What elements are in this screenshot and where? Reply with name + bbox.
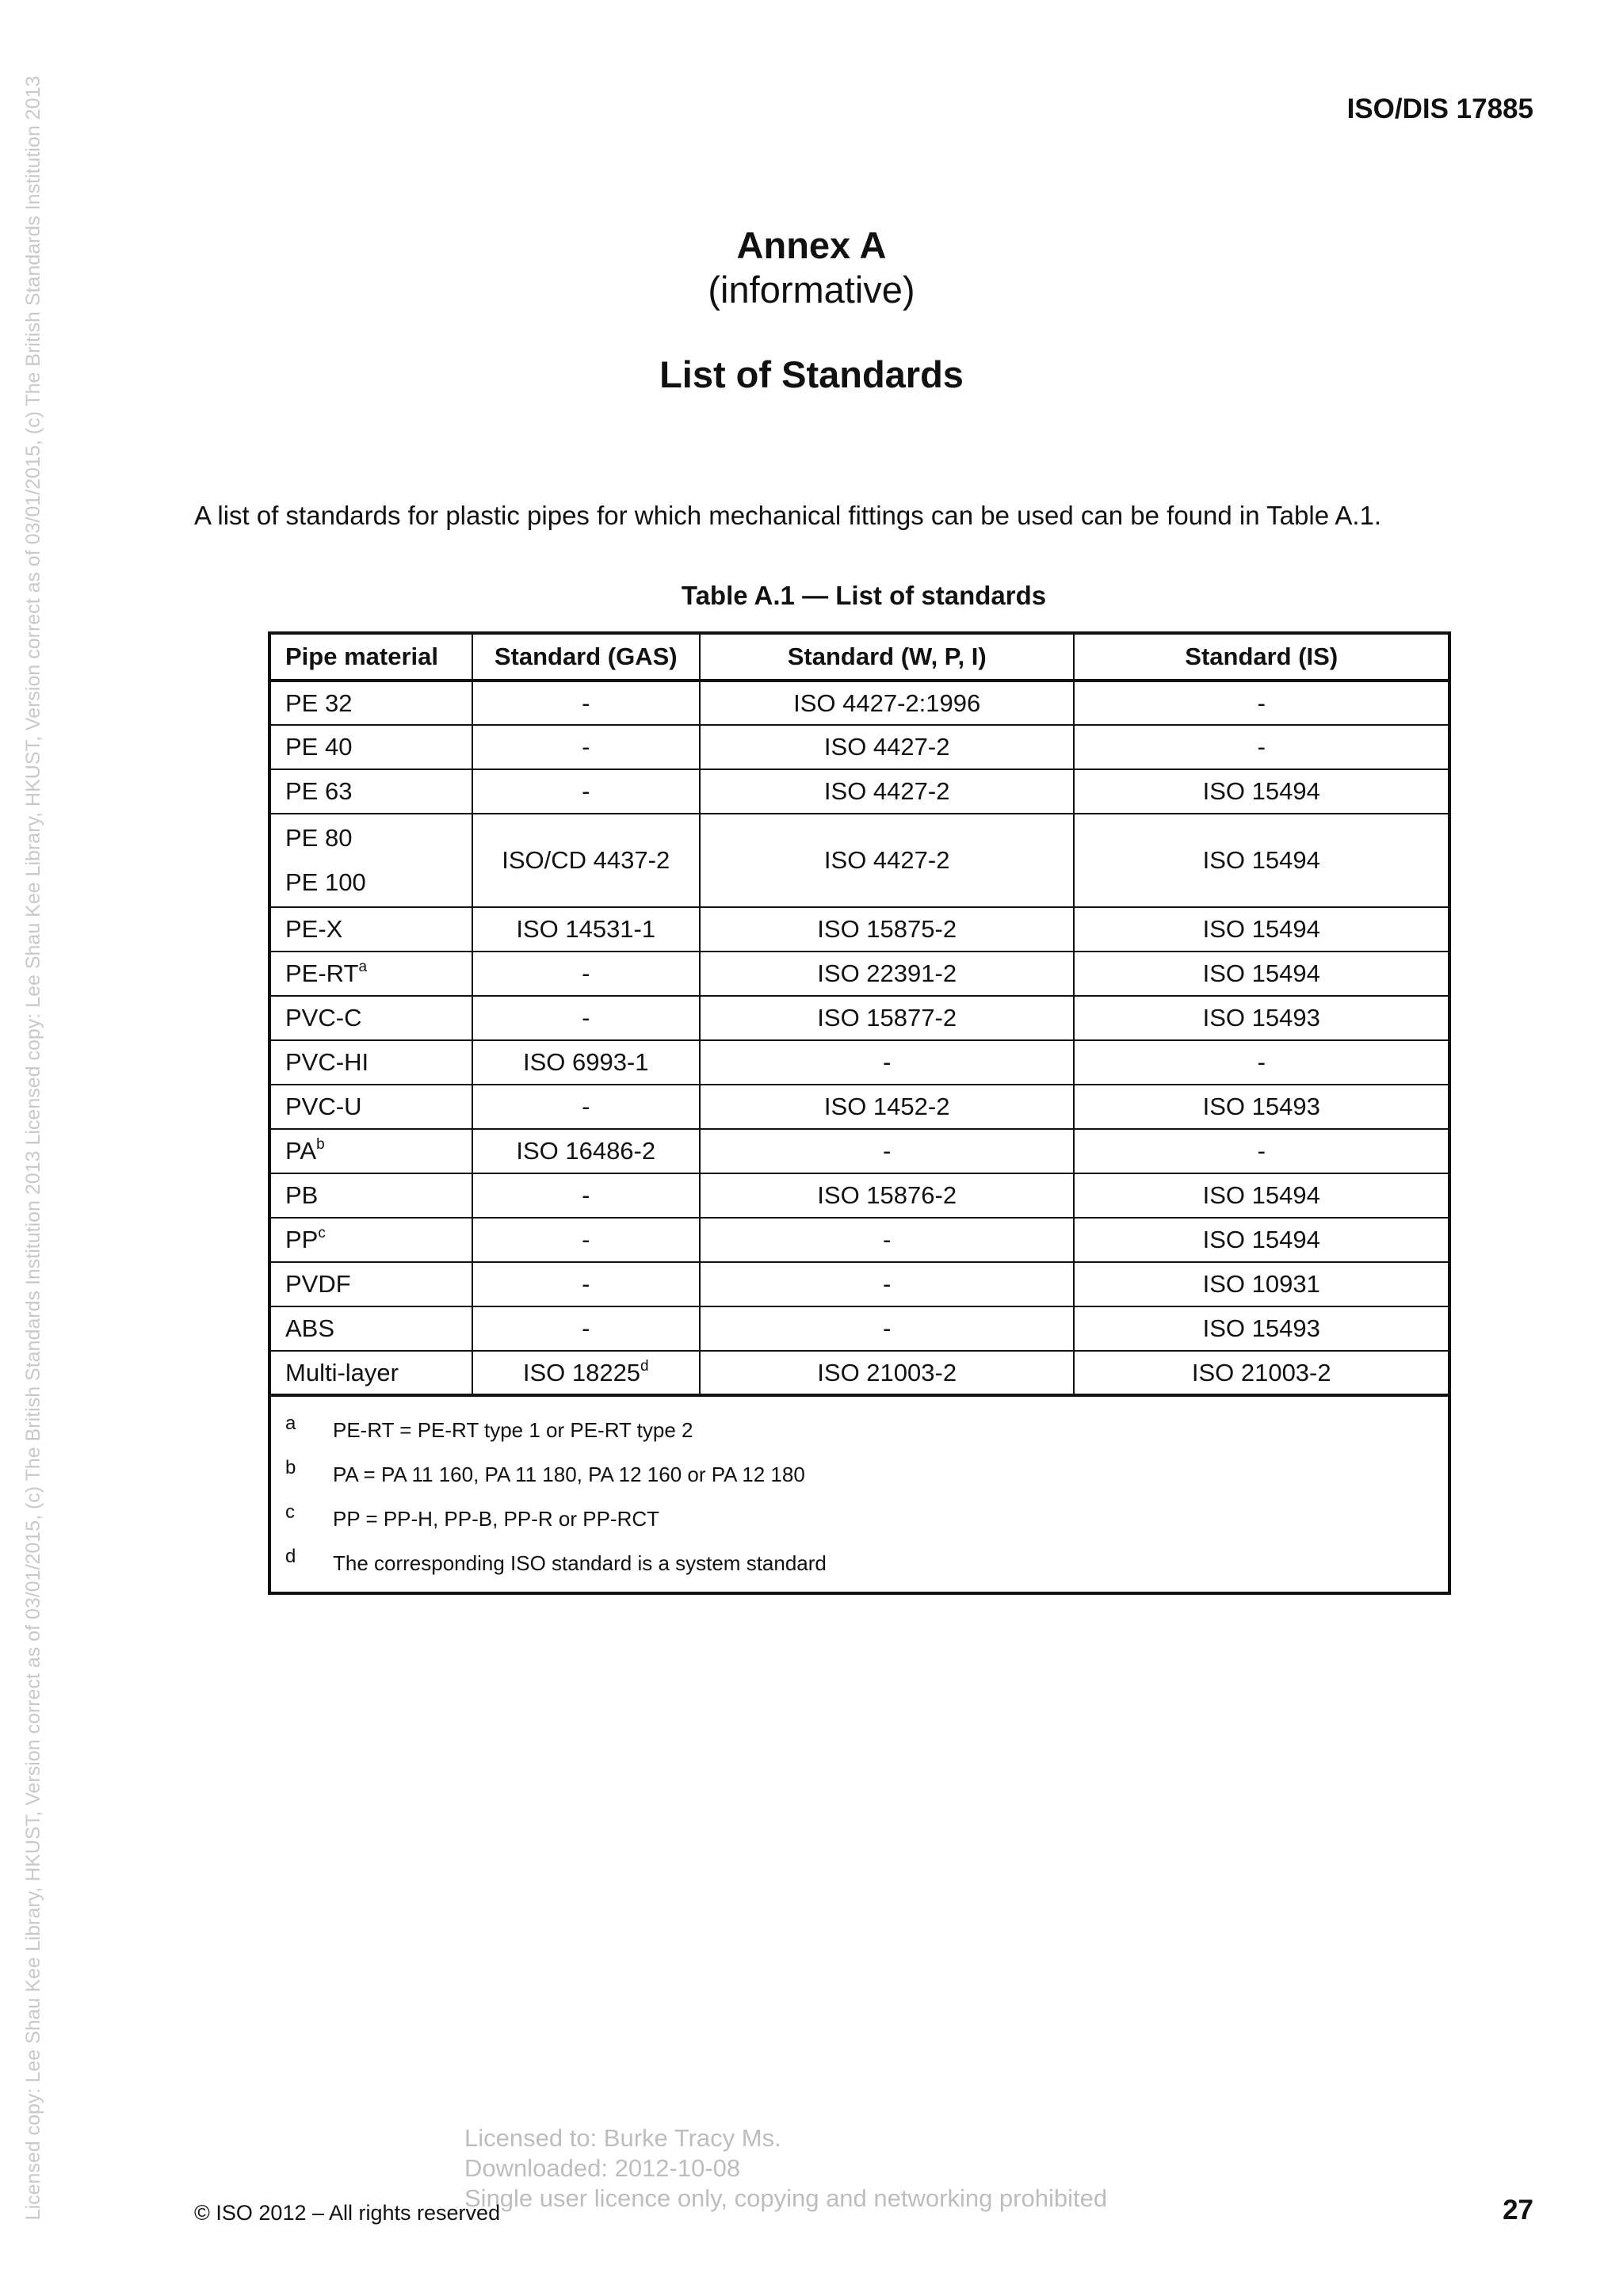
cell-gas: - xyxy=(472,1262,700,1306)
footnote xyxy=(285,1408,1434,1452)
cell-is: ISO 15494 xyxy=(1074,769,1449,814)
footnote-ref: d xyxy=(640,1357,649,1375)
annex-title: Annex A xyxy=(736,224,887,266)
license-line-2: Downloaded: 2012-10-08 xyxy=(464,2154,741,2182)
cell-gas: - xyxy=(472,1306,700,1351)
cell-material: ABS xyxy=(269,1306,472,1351)
table-row xyxy=(269,1262,1449,1306)
document-id: ISO/DIS 17885 xyxy=(1346,93,1533,124)
cell-is: - xyxy=(1074,1040,1449,1085)
cell-is: ISO 10931 xyxy=(1074,1262,1449,1306)
cell-material: PVDF xyxy=(269,1262,472,1306)
cell-material: PVC-C xyxy=(269,996,472,1040)
cell-material: PE 63 xyxy=(269,769,472,814)
cell-wpi: ISO 22391-2 xyxy=(700,952,1075,996)
cell-is: ISO 15494 xyxy=(1074,814,1449,907)
table-row xyxy=(269,1129,1449,1173)
cell-is: ISO 21003-2 xyxy=(1074,1351,1449,1395)
table-row xyxy=(269,1306,1449,1351)
table-row xyxy=(269,725,1449,769)
table-row xyxy=(269,996,1449,1040)
cell-wpi: ISO 4427-2 xyxy=(700,725,1075,769)
annex-heading: List of Standards xyxy=(659,353,964,395)
cell-wpi: - xyxy=(700,1262,1075,1306)
cell-wpi: ISO 4427-2 xyxy=(700,769,1075,814)
side-watermark: Licensed copy: Lee Shau Kee Library, HKUST, Version correct as of 03/01/2015, (c) The British Standards Institution 2013 Licensed copy: Lee Shau Kee Library, HKUST, Version correct as of 03/01/2015, (c) The British Standards Institution 2013 xyxy=(22,75,44,2221)
footnote-ref: c xyxy=(318,1225,326,1241)
cell-material xyxy=(269,1218,472,1262)
cell-is: ISO 15493 xyxy=(1074,1085,1449,1129)
cell-gas: ISO 6993-1 xyxy=(472,1040,700,1085)
cell-gas: - xyxy=(472,1173,700,1218)
cell-wpi: ISO 4427-2 xyxy=(700,814,1075,907)
annex-subtitle: (informative) xyxy=(708,269,915,311)
cell-is: - xyxy=(1074,681,1449,725)
cell-gas: - xyxy=(472,725,700,769)
cell-gas xyxy=(472,1351,700,1395)
table-row xyxy=(269,1218,1449,1262)
table-header-row xyxy=(269,633,1449,681)
header-standard-wpi: Standard (W, P, I) xyxy=(700,633,1075,681)
material-name: PA xyxy=(285,1137,317,1165)
cell-wpi: - xyxy=(700,1218,1075,1262)
cell-wpi: - xyxy=(700,1040,1075,1085)
footnote-text: The corresponding ISO standard is a system standard xyxy=(333,1550,827,1575)
material-name: PP xyxy=(285,1226,319,1253)
cell-material xyxy=(269,1129,472,1173)
header-pipe-material: Pipe material xyxy=(269,633,472,681)
cell-material xyxy=(269,814,472,907)
footnote-key: c xyxy=(285,1501,295,1523)
page-number: 27 xyxy=(1503,2195,1533,2225)
cell-material: PB xyxy=(269,1173,472,1218)
cell-wpi: ISO 15876-2 xyxy=(700,1173,1075,1218)
cell-wpi: - xyxy=(700,1129,1075,1173)
cell-is: ISO 15493 xyxy=(1074,996,1449,1040)
cell-material-line2: PE 100 xyxy=(285,868,366,896)
table-caption: Table A.1 — List of standards xyxy=(681,581,1047,610)
cell-material: PE 40 xyxy=(269,725,472,769)
cell-gas: - xyxy=(472,952,700,996)
footnote xyxy=(285,1497,1434,1541)
cell-wpi: ISO 15875-2 xyxy=(700,907,1075,952)
table-row xyxy=(269,814,1449,907)
license-stamp xyxy=(464,2123,1107,2214)
license-line-1: Licensed to: Burke Tracy Ms. xyxy=(464,2124,781,2152)
table-row xyxy=(269,1040,1449,1085)
table-row xyxy=(269,1085,1449,1129)
cell-gas: ISO 16486-2 xyxy=(472,1129,700,1173)
header-standard-gas: Standard (GAS) xyxy=(472,633,700,681)
cell-material xyxy=(269,952,472,996)
footnote-text: PP = PP-H, PP-B, PP-R or PP-RCT xyxy=(333,1506,660,1531)
footnote-key: b xyxy=(285,1457,296,1478)
cell-wpi: ISO 15877-2 xyxy=(700,996,1075,1040)
standards-table xyxy=(268,631,1451,1595)
cell-is: - xyxy=(1074,1129,1449,1173)
copyright-footer: © ISO 2012 – All rights reserved xyxy=(194,2201,501,2225)
cell-material: PE-X xyxy=(269,907,472,952)
cell-wpi: - xyxy=(700,1306,1075,1351)
material-name: PE-RT xyxy=(285,959,359,987)
table-row xyxy=(269,681,1449,725)
cell-gas: ISO 14531-1 xyxy=(472,907,700,952)
table-row xyxy=(269,1173,1449,1218)
cell-material: PVC-HI xyxy=(269,1040,472,1085)
intro-paragraph: A list of standards for plastic pipes for which mechanical fittings can be used can be found in Table A.1. xyxy=(194,501,1382,530)
footnote-ref: a xyxy=(358,959,368,975)
cell-is: ISO 15494 xyxy=(1074,907,1449,952)
footnote-key: a xyxy=(285,1413,296,1434)
footnote-key: d xyxy=(285,1546,296,1567)
table-row xyxy=(269,907,1449,952)
cell-material-line1: PE 80 xyxy=(285,824,353,852)
cell-material: Multi-layer xyxy=(269,1351,472,1395)
cell-gas: - xyxy=(472,681,700,725)
table-row xyxy=(269,1351,1449,1395)
cell-is: - xyxy=(1074,725,1449,769)
table-notes xyxy=(269,1395,1449,1593)
gas-standard: ISO 18225 xyxy=(522,1358,641,1386)
cell-material: PE 32 xyxy=(269,681,472,725)
cell-is: ISO 15494 xyxy=(1074,1173,1449,1218)
cell-gas: - xyxy=(472,1085,700,1129)
cell-gas: ISO/CD 4437-2 xyxy=(472,814,700,907)
license-line-3: Single user licence only, copying and networking prohibited xyxy=(464,2184,1108,2212)
cell-wpi: ISO 21003-2 xyxy=(700,1351,1075,1395)
cell-wpi: ISO 1452-2 xyxy=(700,1085,1075,1129)
header-standard-is: Standard (IS) xyxy=(1074,633,1449,681)
footnote xyxy=(285,1452,1434,1497)
table-notes-row xyxy=(269,1395,1449,1593)
cell-wpi: ISO 4427-2:1996 xyxy=(700,681,1075,725)
footnote-ref: b xyxy=(316,1136,325,1153)
footnote-text: PA = PA 11 160, PA 11 180, PA 12 160 or PA 12 180 xyxy=(333,1462,805,1486)
cell-is: ISO 15493 xyxy=(1074,1306,1449,1351)
cell-gas: - xyxy=(472,996,700,1040)
cell-material: PVC-U xyxy=(269,1085,472,1129)
table-row xyxy=(269,769,1449,814)
cell-gas: - xyxy=(472,1218,700,1262)
cell-is: ISO 15494 xyxy=(1074,952,1449,996)
footnote xyxy=(285,1541,1434,1585)
cell-is: ISO 15494 xyxy=(1074,1218,1449,1262)
cell-gas: - xyxy=(472,769,700,814)
table-row xyxy=(269,952,1449,996)
footnote-text: PE-RT = PE-RT type 1 or PE-RT type 2 xyxy=(333,1417,693,1442)
